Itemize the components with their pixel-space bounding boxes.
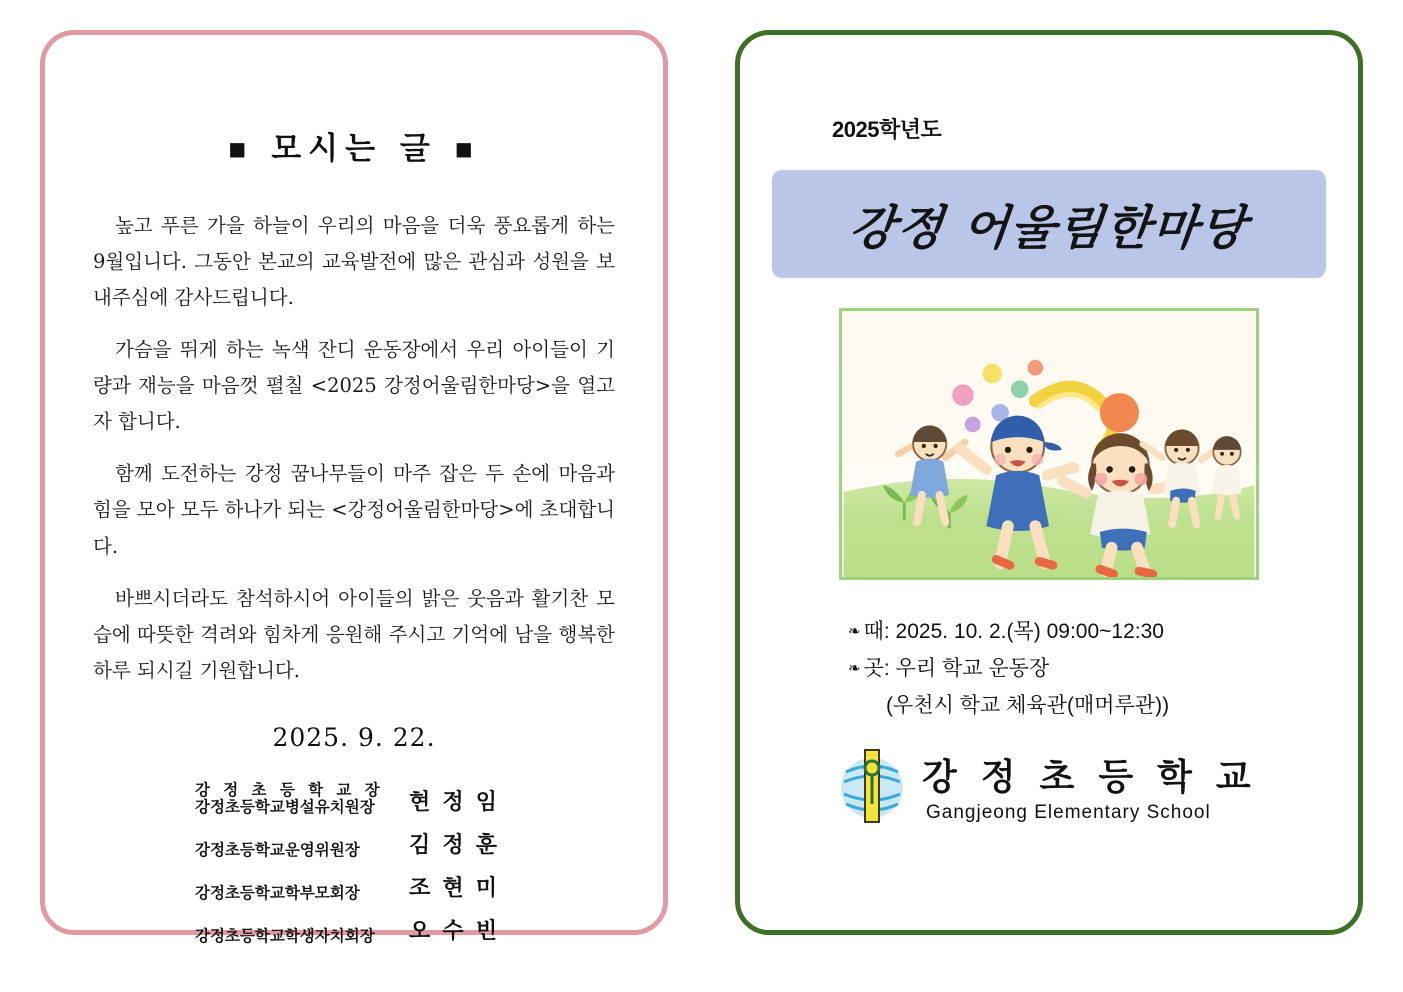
- event-when-row: [848, 614, 1358, 651]
- bullet-icon: ❧: [848, 623, 861, 640]
- title-square-left-icon: ◼: [228, 136, 254, 162]
- signer-row: [195, 914, 663, 945]
- signer-name: 현 정 임: [409, 789, 500, 815]
- signer-roles: [195, 782, 395, 817]
- invitation-date: 2025. 9. 22.: [272, 722, 436, 752]
- where-value: 우리 학교 운동장: [895, 656, 1050, 680]
- signer-role: 강정초등학교학생자치회장: [195, 928, 375, 946]
- invitation-title-text: 모시는 글: [271, 131, 437, 167]
- where-sub: (우천시 학교 체육관(매머루관)): [886, 693, 1170, 717]
- invitation-panel: [40, 30, 668, 946]
- invitation-paragraph-4: 바쁘시더라도 참석하시어 아이들의 밝은 웃음과 활기찬 모습에 따뜻한 격려와 힘차게 응원해 주시고 기억에 남을 행복한 하루 되시길 기원합니다.: [93, 586, 615, 682]
- title-square-right-icon: ◼: [454, 136, 480, 162]
- signer-name: 김 정 훈: [409, 832, 500, 858]
- signer-role: 강정초등학교학부모회장: [195, 885, 360, 903]
- school-year-label: 2025학년도: [832, 117, 942, 142]
- school-logo-icon: [838, 746, 906, 826]
- signer-row: [195, 782, 663, 817]
- signer-name: 조 현 미: [409, 875, 500, 901]
- school-name-en: Gangjeong Elementary School: [926, 801, 1211, 823]
- invitation-paragraph-3: 함께 도전하는 강정 꿈나무들이 마주 잡은 두 손에 마음과 힘을 모아 모두 하나가 되는 <강정어울림한마당>에 초대합니다.: [93, 462, 615, 558]
- where-label: 곳:: [863, 656, 890, 680]
- school-identity: [838, 746, 1358, 826]
- signer-row: [195, 871, 663, 902]
- illustration-frame: [839, 308, 1259, 580]
- school-name-block: [922, 749, 1258, 824]
- signer-role-secondary: 강정초등학교병설유치원장: [195, 799, 375, 817]
- signer-role: 강정초등학교운영위원장: [195, 842, 360, 860]
- signer-row: [195, 828, 663, 859]
- event-title-text: 강정 어울림한마당: [846, 200, 1251, 256]
- signer-roles: [195, 928, 395, 945]
- invitation-paragraph-1: 높고 푸른 가을 하늘이 우리의 마음을 더욱 풍요롭게 하는 9월입니다. 그동안 본교의 교육발전에 많은 관심과 성원을 보내주심에 감사드립니다.: [93, 214, 615, 310]
- signer-roles: [195, 842, 395, 859]
- signer-role: 강 정 초 등 학 교 장: [195, 781, 385, 799]
- when-label: 때:: [863, 620, 890, 643]
- cover-panel: [735, 30, 1363, 935]
- invitation-title: [45, 123, 663, 168]
- event-title-band: [772, 170, 1326, 278]
- signer-roles: [195, 885, 395, 902]
- signer-name: 오 수 빈: [409, 918, 500, 944]
- when-value: 2025. 10. 2.(목) 09:00~12:30: [895, 620, 1164, 643]
- event-info: [848, 614, 1358, 724]
- event-where-row: [848, 651, 1358, 688]
- invitation-paragraph-2: 가슴을 뛰게 하는 녹색 잔디 운동장에서 우리 아이들이 기량과 재능을 마음껏 펼칠 <2025 강정어울림한마당>을 열고자 합니다.: [93, 338, 615, 434]
- children-running-illustration: [842, 311, 1256, 577]
- invitation-body: [93, 208, 615, 689]
- signer-list: [45, 782, 663, 946]
- school-name-ko: 강 정 초 등 학 교: [922, 755, 1258, 797]
- bullet-icon: ❧: [848, 659, 861, 677]
